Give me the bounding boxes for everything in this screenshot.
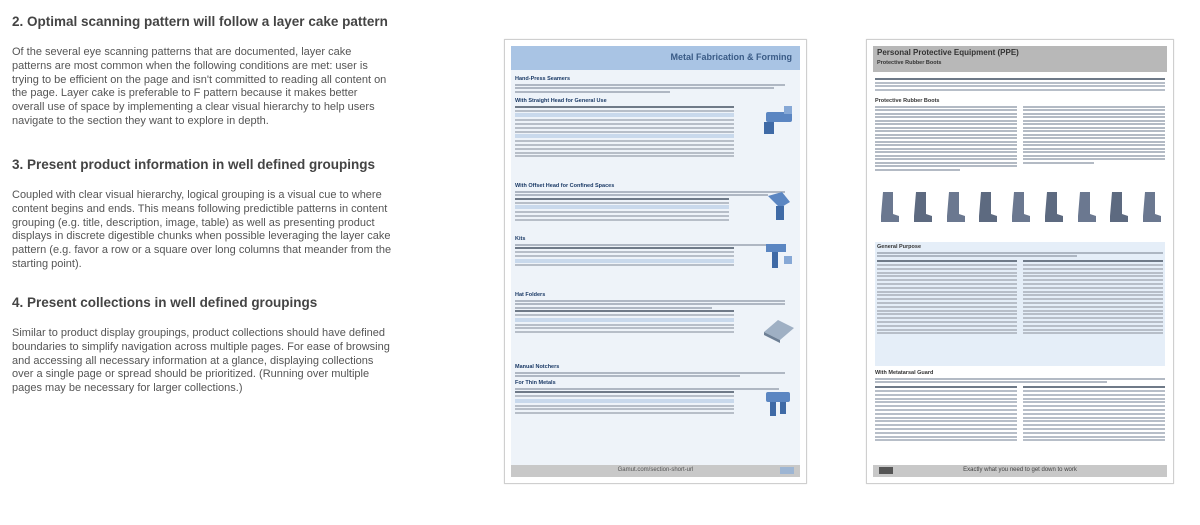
rubber-boot-icon bbox=[1041, 190, 1065, 224]
section-body: Coupled with clear visual hierarchy, logical grouping is a visual cue to where content begins and ends. This means following predictible patterns in content grouping (e.g. title, description, image, table) as well as presenting product displays in discrete digestible chunks when possible leveraging the layer cake pattern (e.g. favor a row or a square over long columns that meander from the starting point). bbox=[12, 189, 392, 270]
catalog-page-body bbox=[511, 46, 800, 477]
catalog-page-body bbox=[873, 46, 1167, 477]
seamer-kit-icon bbox=[762, 238, 796, 272]
catalog-footer-tagline: Exactly what you need to get down to work bbox=[963, 467, 1077, 473]
catalog-section bbox=[875, 242, 1165, 366]
catalog-page-header bbox=[511, 46, 800, 70]
catalog-section-title: General Purpose bbox=[877, 244, 922, 250]
section-collection-groupings bbox=[12, 295, 392, 396]
rubber-boot-icon bbox=[975, 190, 999, 224]
rubber-boot-icon bbox=[1106, 190, 1130, 224]
catalog-page-footer bbox=[511, 465, 800, 477]
boot-spec-table bbox=[875, 76, 1165, 93]
catalog-section bbox=[515, 236, 796, 268]
catalog-section bbox=[515, 98, 796, 159]
rubber-boot-icon bbox=[1008, 190, 1032, 224]
catalog-page-header-title: Personal Protective Equipment (PPE) bbox=[877, 48, 1019, 57]
catalog-page-header bbox=[873, 46, 1167, 72]
catalog-section-title: For Thin Metals bbox=[515, 380, 556, 386]
catalog-section bbox=[515, 292, 796, 335]
hat-folder-icon bbox=[762, 312, 796, 346]
rubber-boot-icon bbox=[1139, 190, 1163, 224]
section-product-groupings bbox=[12, 157, 392, 272]
page-number-tab bbox=[780, 467, 794, 474]
rubber-boot-icon bbox=[877, 190, 901, 224]
hand-seamer-icon bbox=[762, 102, 796, 136]
catalog-section-title: Manual Notchers bbox=[515, 364, 560, 370]
section-title: 4. Present collections in well defined groupings bbox=[12, 295, 318, 310]
catalog-section-title: With Straight Head for General Use bbox=[515, 98, 607, 104]
section-body: Of the several eye scanning patterns that are documented, layer cake patterns are most common when the following conditions are met: user is trying to be efficient on the page and isn't committed to reading all content on the page. Layer cake is preferable to F pattern because it makes better overall use of space by implementing a clear visual hierarchy to help users navigate to the section they want to explore in depth. bbox=[12, 46, 387, 127]
catalog-section bbox=[875, 370, 1165, 443]
catalog-section bbox=[515, 364, 796, 379]
boot-product-row bbox=[875, 190, 1165, 224]
catalog-section-title: With Offset Head for Confined Spaces bbox=[515, 183, 615, 189]
rubber-boot-icon bbox=[1074, 190, 1098, 224]
catalog-footer-url: Gamut.com/section-short-url bbox=[617, 467, 694, 473]
catalog-section-title: Kits bbox=[515, 236, 526, 242]
catalog-section bbox=[515, 380, 796, 416]
catalog-section-title: With Metatarsal Guard bbox=[875, 370, 934, 376]
catalog-section-title: Protective Rubber Boots bbox=[875, 98, 940, 104]
catalog-page-header-subtitle: Protective Rubber Boots bbox=[877, 60, 942, 66]
catalog-page-metal-fabrication bbox=[504, 39, 807, 484]
catalog-page-footer bbox=[873, 465, 1167, 477]
section-title: 2. Optimal scanning pattern will follow a layer cake pattern bbox=[12, 14, 388, 29]
section-body: Similar to product display groupings, product collections should have defined boundaries to simplify navigation across multiple pages. For ease of browsing and accessing all necessary information at a glance, displaying collections over a single page or spread should be prioritized. (Running over multiple pages may be necessary for larger collections.) bbox=[12, 327, 390, 395]
manual-notcher-icon bbox=[762, 384, 796, 418]
catalog-section bbox=[515, 76, 796, 94]
catalog-page-header-title: Metal Fabrication & Forming bbox=[670, 52, 792, 62]
catalog-section-title: Hand-Press Seamers bbox=[515, 76, 571, 82]
catalog-section-title: Hat Folders bbox=[515, 292, 546, 298]
rubber-boot-icon bbox=[943, 190, 967, 224]
section-layer-cake bbox=[12, 14, 392, 129]
catalog-section bbox=[875, 98, 1165, 172]
rubber-boot-icon bbox=[910, 190, 934, 224]
catalog-section bbox=[515, 183, 796, 223]
offset-seamer-icon bbox=[762, 188, 796, 222]
section-title: 3. Present product information in well defined groupings bbox=[12, 157, 376, 172]
catalog-page-ppe bbox=[866, 39, 1174, 484]
